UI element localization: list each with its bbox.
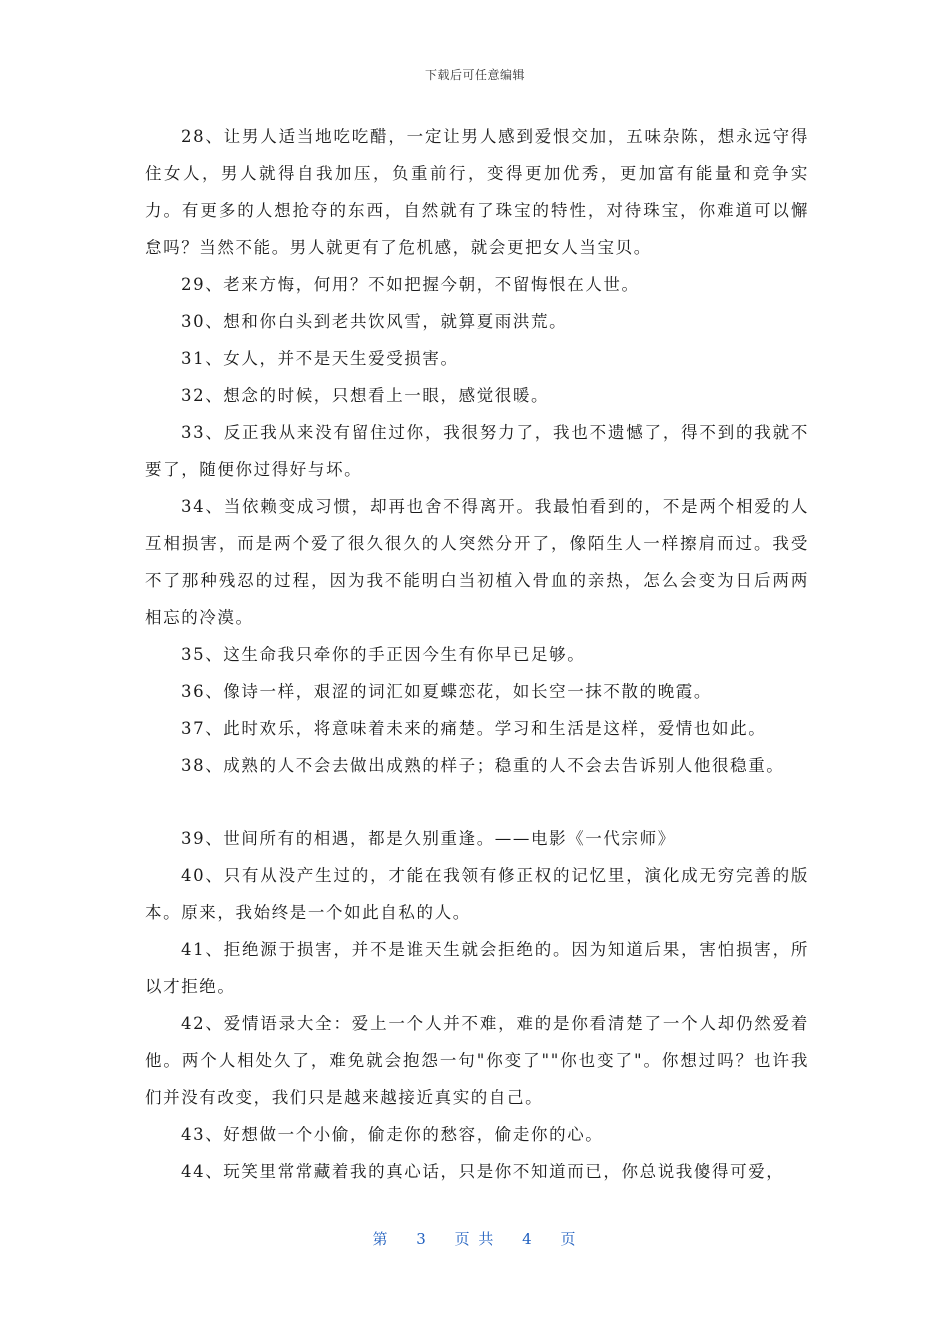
paragraph-42: 42、爱情语录大全：爱上一个人并不难，难的是你看清楚了一个人却仍然爱着他。两个人相处久了，难免就会抱怨一句"你变了""你也变了"。你想过吗？也许我们并没有改变，我们只是越来越接近真实的自己。 [145, 1014, 809, 1107]
paragraph-37: 37、此时欢乐，将意味着未来的痛楚。学习和生活是这样，爱情也如此。 [181, 719, 767, 738]
paragraph-44: 44、玩笑里常常藏着我的真心话，只是你不知道而已，你总说我傻得可爱， [181, 1162, 785, 1181]
paragraph-43: 43、好想做一个小偷，偷走你的愁容，偷走你的心。 [181, 1125, 604, 1144]
paragraph-34: 34、当依赖变成习惯，却再也舍不得离开。我最怕看到的，不是两个相爱的人互相损害，而是两个爱了很久很久的人突然分开了，像陌生人一样擦肩而过。我受不了那种残忍的过程，因为我不能明白当初植入骨血的亲热，怎么会变为日后两两相忘的冷漠。 [145, 497, 809, 627]
paragraph-29: 29、老来方悔，何用？不如把握今朝，不留悔恨在人世。 [181, 275, 640, 294]
paragraph-28: 28、让男人适当地吃吃醋，一定让男人感到爱恨交加，五味杂陈，想永远守得住女人，男人就得自我加压，负重前行，变得更加优秀，更加富有能量和竞争实力。有更多的人想抢夺的东西，自然就有了珠宝的特性，对待珠宝，你难道可以懈怠吗？当然不能。男人就更有了危机感，就会更把女人当宝贝。 [145, 127, 809, 257]
page-header: 下载后可任意编辑 [424, 68, 525, 82]
paragraph-35: 35、这生命我只牵你的手正因今生有你早已足够。 [181, 645, 586, 664]
paragraph-41: 41、拒绝源于损害，并不是谁天生就会拒绝的。因为知道后果，害怕损害，所以才拒绝。 [145, 940, 809, 996]
paragraph-30: 30、想和你白头到老共饮风雪，就算夏雨洪荒。 [181, 312, 568, 331]
paragraph-36: 36、像诗一样，艰涩的词汇如夏蝶恋花，如长空一抹不散的晚霞。 [181, 682, 712, 701]
footer-middle: 页 共 [454, 1230, 496, 1248]
paragraph-39: 39、世间所有的相遇，都是久别重逢。——电影《一代宗师》 [181, 829, 676, 848]
page-footer [0, 1228, 950, 1249]
paragraph-33: 33、反正我从来没有留住过你，我很努力了，我也不遗憾了，得不到的我就不要了，随便你过得好与坏。 [145, 423, 809, 479]
document-body [145, 118, 809, 1200]
paragraph-38: 38、成熟的人不会去做出成熟的样子；稳重的人不会去告诉别人他很稳重。 [181, 756, 785, 775]
total-pages-number: 4 [522, 1230, 534, 1248]
paragraph-40: 40、只有从没产生过的，才能在我领有修正权的记忆里，演化成无穷完善的版本。原来，我始终是一个如此自私的人。 [145, 866, 809, 922]
footer-prefix: 第 [372, 1230, 390, 1248]
footer-suffix: 页 [560, 1230, 578, 1248]
paragraph-32: 32、想念的时候，只想看上一眼，感觉很暖。 [181, 386, 550, 405]
current-page-number: 3 [416, 1230, 428, 1248]
paragraph-31: 31、女人，并不是天生爱受损害。 [181, 349, 459, 368]
